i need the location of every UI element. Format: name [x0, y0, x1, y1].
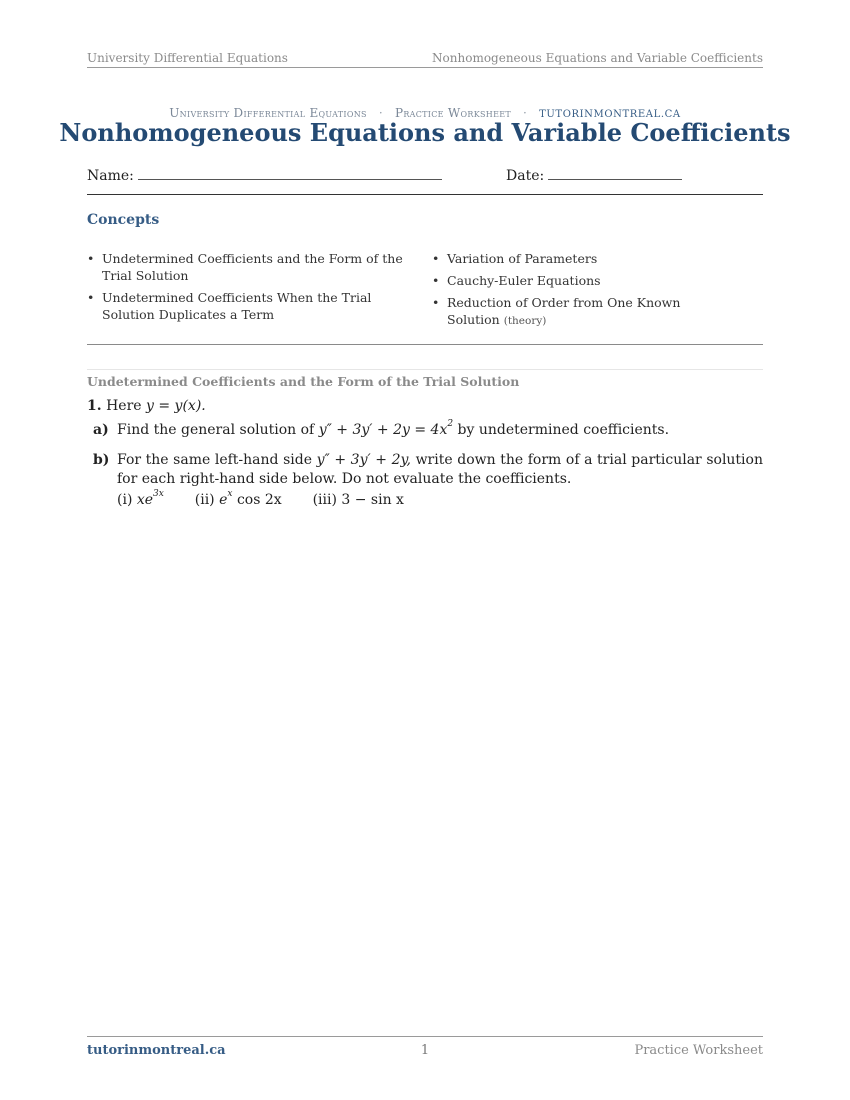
problem-number: 1.	[87, 398, 102, 414]
part-a-label: a)	[93, 422, 109, 438]
title-rule	[87, 194, 763, 195]
concepts-list-right	[432, 250, 732, 335]
date-blank[interactable]	[548, 167, 682, 180]
footer-rule	[87, 1036, 763, 1037]
problem-intro: 1. Here y = y(x).	[87, 398, 206, 414]
concepts-list-left	[87, 250, 417, 328]
part-a-equation: $y'' + 3y' + 2y = 4x^2$	[318, 419, 454, 438]
part-b-subparts	[117, 491, 404, 510]
concept-item: • Undetermined Coefficients When the Trial Solution Duplicates a Term	[87, 289, 417, 323]
page-number: 1	[420, 1043, 430, 1058]
theory-note: (theory)	[503, 315, 547, 327]
brand-course: University Differential Equations	[169, 106, 367, 120]
part-b-label: b)	[93, 452, 110, 468]
separator-dot: ·	[378, 106, 383, 120]
brand-kind: Practice Worksheet	[394, 106, 511, 120]
header-rule	[87, 67, 763, 68]
section-heading: Undetermined Coefficients and the Form of the Trial Solution	[87, 374, 520, 389]
footer-site: tutorinmontreal.ca	[87, 1043, 226, 1058]
separator-dot: ·	[523, 106, 528, 120]
subpart-ii: (ii) $e^x$ cos 2x	[194, 489, 282, 508]
section-rule	[87, 369, 763, 370]
date-field[interactable]	[506, 167, 682, 184]
page-title: Nonhomogeneous Equations and Variable Coefficients	[59, 118, 791, 147]
concepts-rule	[87, 344, 763, 345]
name-field[interactable]	[87, 167, 442, 184]
running-header-right: Nonhomogeneous Equations and Variable Coefficients	[432, 51, 763, 65]
subpart-iii: (iii) 3 − sin x	[312, 492, 404, 508]
date-label: Date:	[506, 168, 545, 184]
name-blank[interactable]	[138, 167, 442, 180]
name-label: Name:	[87, 168, 134, 184]
running-header-left: University Differential Equations	[87, 51, 288, 65]
concept-item: • Reduction of Order from One Known Solution (theory)	[432, 294, 732, 330]
brand-site: TUTORINMONTREAL.CA	[539, 109, 681, 120]
footer-label: Practice Worksheet	[634, 1043, 763, 1058]
concept-item: • Undetermined Coefficients and the Form of the Trial Solution	[87, 250, 417, 284]
concept-item: • Variation of Parameters	[432, 250, 732, 267]
problem-intro-math: y = y(x).	[146, 398, 206, 414]
part-b-lhs: y″ + 3y′ + 2y,	[316, 452, 411, 468]
part-a-text: Find the general solution of $y'' + 3y' + 2y = 4x^2$ by undetermined coefficients.	[117, 419, 670, 438]
concept-item: • Cauchy-Euler Equations	[432, 272, 732, 289]
part-b-text: For the same left-hand side y″ + 3y′ + 2y, write down the form of a trial particular solution for each right-hand side below. Do not evaluate the coefficients.	[117, 452, 763, 487]
subpart-i: (i) $xe^{3x}$	[117, 489, 164, 508]
concepts-heading: Concepts	[87, 212, 160, 228]
